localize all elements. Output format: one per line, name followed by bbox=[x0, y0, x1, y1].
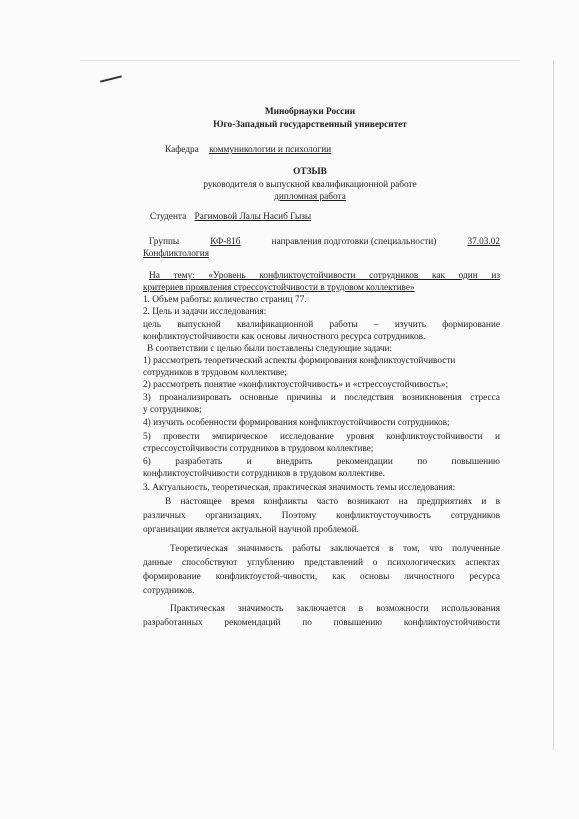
relevance-p2-line-2: данные способствуют углублению представлений о психологических аспектах bbox=[143, 558, 500, 568]
relevance-p3-line-1: Практическая значимость заключается в возможности использования bbox=[170, 604, 500, 614]
pen-mark bbox=[100, 75, 122, 82]
task-6-line-2: конфликтоустойчивости сотрудников в трудовом коллективе. bbox=[143, 469, 385, 479]
task-5-line-1: 5) провести эмпирическое исследование уровня конфликтоустойчивости и bbox=[143, 432, 500, 442]
topic-line-2: критериев проявления стрессоустойчивости в трудовом коллективе» bbox=[143, 283, 415, 293]
goal-line-2: конфликтоустойчивости как основы личностного ресурса сотрудников. bbox=[143, 332, 426, 342]
task-4: 4) изучить особенности формирования конфликтоустойчивости сотрудников; bbox=[143, 418, 450, 428]
page-edge-right bbox=[553, 60, 554, 750]
volume-line: 1. Объем работы: количество страниц 77. bbox=[143, 295, 307, 305]
task-1-line-2: сотрудников в трудовом коллективе; bbox=[143, 368, 287, 378]
department-label: Кафедра bbox=[165, 145, 199, 155]
student-label: Студента bbox=[150, 212, 187, 222]
task-1-line-1: 1) рассмотреть теоретический аспекты формирования конфликтоустойчивости bbox=[143, 356, 456, 366]
group-label: Группы bbox=[149, 237, 180, 247]
relevance-p2-line-1: Теоретическая значимость работы заключается в том, что полученные bbox=[170, 544, 500, 554]
relevance-p2-line-4: сотрудников. bbox=[143, 586, 195, 596]
university-name: Юго-Западный государственный университет bbox=[213, 120, 407, 130]
direction-name: Конфликтология bbox=[143, 249, 209, 259]
direction-label: направления подготовки (специальности) bbox=[271, 237, 437, 247]
group-line bbox=[149, 237, 500, 248]
relevance-p3-line-2: разработанных рекомендаций по повышению конфликтоустойчивости bbox=[143, 618, 500, 628]
tasks-intro: В соответствии с целью были поставлены следующие задачи: bbox=[147, 344, 393, 354]
page-edge-top bbox=[80, 60, 520, 61]
relevance-p1-line-3: организации является актуальной научной проблемой. bbox=[143, 525, 359, 535]
student-line bbox=[150, 212, 311, 223]
goal-line-1: цель выпускной квалификационной работы – изучить формирование bbox=[143, 320, 500, 330]
relevance-p1-line-1: В настоящее время конфликты часто возникают на предприятиях и в bbox=[165, 497, 500, 507]
direction-code: 37.03.02 bbox=[467, 237, 500, 247]
task-3-line-2: у сотрудников; bbox=[143, 405, 202, 415]
group-value: КФ-81б bbox=[210, 237, 241, 247]
document-subtitle: руководителя о выпускной квалификационной работе bbox=[203, 180, 417, 190]
goals-heading: 2. Цель и задачи исследования: bbox=[143, 307, 267, 317]
task-3-line-1: 3) проанализировать основные причины и последствия возникновения стресса bbox=[143, 393, 500, 403]
topic-line-1: На тему: «Уровень конфликтоустойчивости сотрудников как один из bbox=[149, 271, 500, 281]
document-title: ОТЗЫВ bbox=[293, 167, 327, 177]
relevance-heading: 3. Актуальность, теоретическая, практическая значимость темы исследования: bbox=[143, 483, 456, 493]
task-6-line-1: 6) разработать и внедрить рекомендации по повышению bbox=[143, 457, 500, 467]
task-2: 2) рассмотреть понятие «конфликтоустойчивость» и «стрессоустойчивость»; bbox=[143, 380, 449, 390]
relevance-p1-line-2: различных организациях. Поэтому конфликтоустоучивость сотрудников bbox=[143, 511, 500, 521]
ministry-name: Минобрнауки России bbox=[264, 107, 356, 117]
department-value: коммуникологии и психологии bbox=[209, 145, 332, 155]
department-line bbox=[165, 145, 331, 156]
student-name: Рагимовой Лалы Насиб Гызы bbox=[194, 212, 312, 222]
work-type: дипломная работа bbox=[274, 192, 346, 202]
task-5-line-2: стрессоустойчивости сотрудников в трудовом коллективе; bbox=[143, 444, 374, 454]
relevance-p2-line-3: формирование конфликтоустой-чивости, как основы личностного ресурса bbox=[143, 572, 500, 582]
